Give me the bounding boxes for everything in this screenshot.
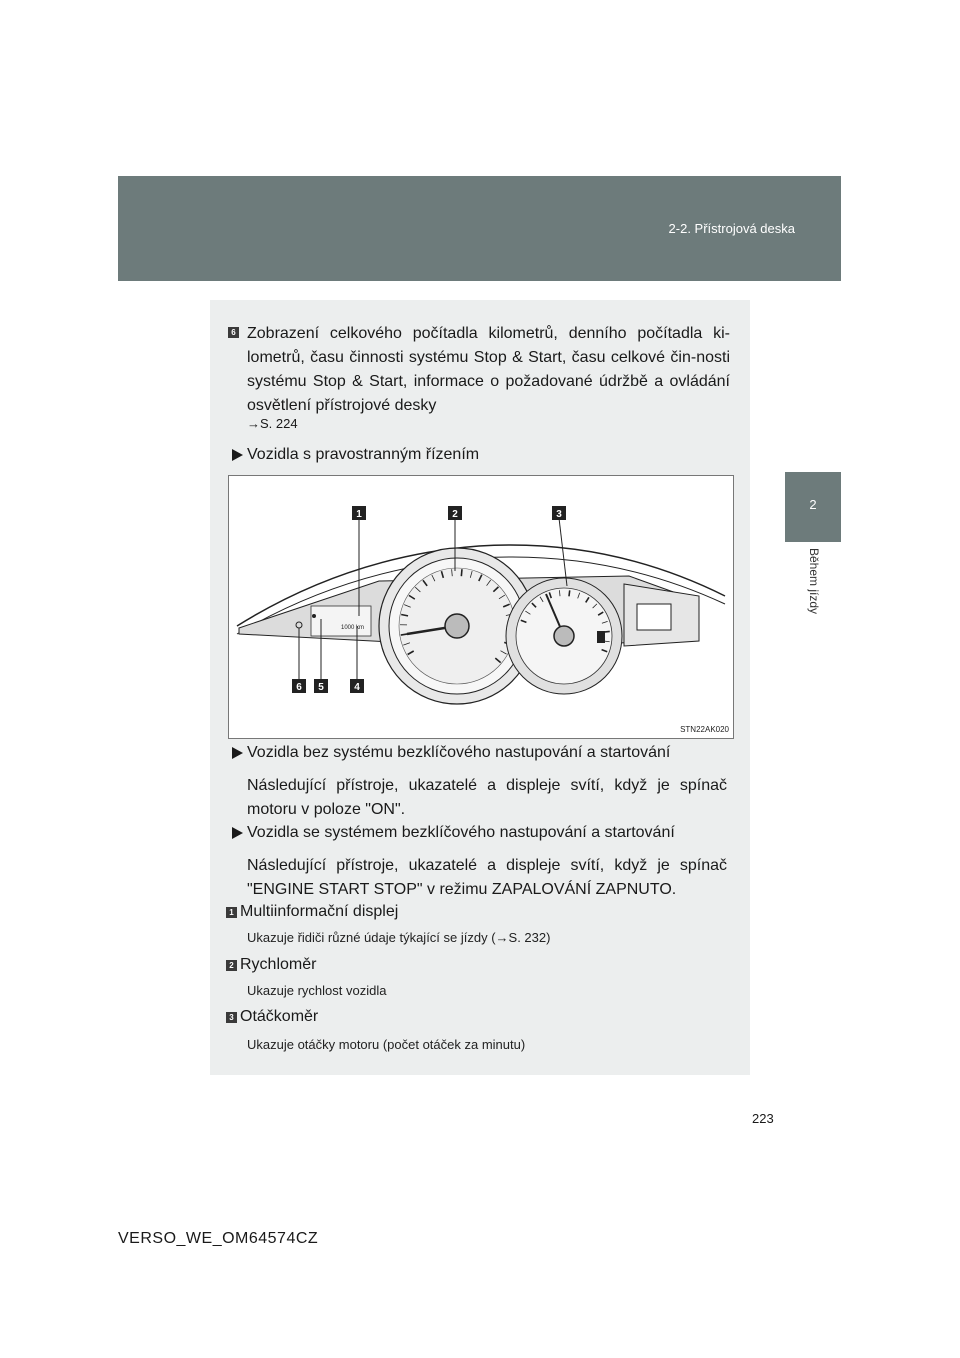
cluster-illustration (229, 476, 733, 738)
item-3-title: 3 Otáčkoměr (226, 1008, 318, 1026)
odometer-readout: 1000 km (341, 625, 365, 631)
svg-text:4: 4 (354, 682, 360, 693)
gauge-tick (569, 590, 570, 596)
withkey-heading-text: Vozidla se systémem bezklíčového nastupování a startování (247, 824, 675, 841)
gauge-tick (401, 634, 408, 635)
chapter-label-text: Během jízdy (807, 548, 821, 615)
figure-code: STN22AK020 (680, 725, 729, 734)
item-2-desc: Ukazuje rychlost vozidla (247, 983, 387, 998)
withkey-heading (232, 821, 675, 845)
withkey-text: Následující přístroje, ukazatelé a displeje svítí, když je spínač "ENGINE START STOP" v režimu ZAPALOVÁNÍ ZAPNUTO. (247, 857, 727, 898)
nokey-text: Následující přístroje, ukazatelé a displeje svítí, když je spínač motoru v poloze "ON". (247, 777, 727, 818)
callout-5 (314, 679, 328, 693)
callout-3 (552, 506, 566, 520)
chapter-tab (785, 472, 841, 542)
badge-6: 6 (228, 327, 239, 338)
page-number: 223 (752, 1111, 774, 1126)
item-1-desc: Ukazuje řidiči různé údaje týkající se jízdy (→S. 232) (247, 930, 551, 945)
header-bar (118, 176, 841, 281)
svg-text:1: 1 (356, 509, 362, 520)
callout-4 (350, 679, 364, 693)
svg-text:3: 3 (556, 509, 562, 520)
item-6 (231, 322, 730, 418)
badge-3: 3 (226, 1012, 237, 1023)
footer-code: VERSO_WE_OM64574CZ (118, 1230, 319, 1247)
chapter-number: 2 (809, 497, 817, 512)
item-2-title: 2 Rychloměr (226, 956, 316, 974)
content-panel (210, 300, 750, 1075)
triangle-bullet-icon (232, 449, 243, 461)
page-reference: →S. 224 (247, 416, 298, 431)
badge-1: 1 (226, 907, 237, 918)
nokey-heading (232, 741, 670, 765)
badge-2: 2 (226, 960, 237, 971)
triangle-bullet-icon (232, 747, 243, 759)
item-6-text: Zobrazení celkového počítadla kilometrů, denního počítadla ki-lometrů, času činnosti systému Stop & Start, času celkové čin-nosti systému Stop & Start, informace o požadované údržbě a ovládání osvětlení přístrojové desky (247, 325, 730, 414)
svg-text:6: 6 (296, 682, 302, 693)
rhd-heading (232, 443, 479, 467)
nokey-heading-text: Vozidla bez systému bezklíčového nastupování a startování (247, 744, 671, 761)
section-title: 2-2. Přístrojová deska (668, 221, 795, 236)
instrument-cluster-figure (228, 475, 734, 739)
callout-1 (352, 506, 366, 520)
callout-2 (448, 506, 462, 520)
item-1-title: 1 Multiinformační displej (226, 903, 398, 921)
item-3-desc: Ukazuje otáčky motoru (počet otáček za minutu) (247, 1037, 526, 1052)
svg-text:5: 5 (318, 682, 324, 693)
gauge-tick (461, 569, 462, 576)
rhd-heading-text: Vozidla s pravostranným řízením (247, 446, 480, 463)
svg-text:2: 2 (452, 509, 458, 520)
callout-6 (292, 679, 306, 693)
triangle-bullet-icon (232, 827, 243, 839)
chapter-label (785, 548, 841, 648)
